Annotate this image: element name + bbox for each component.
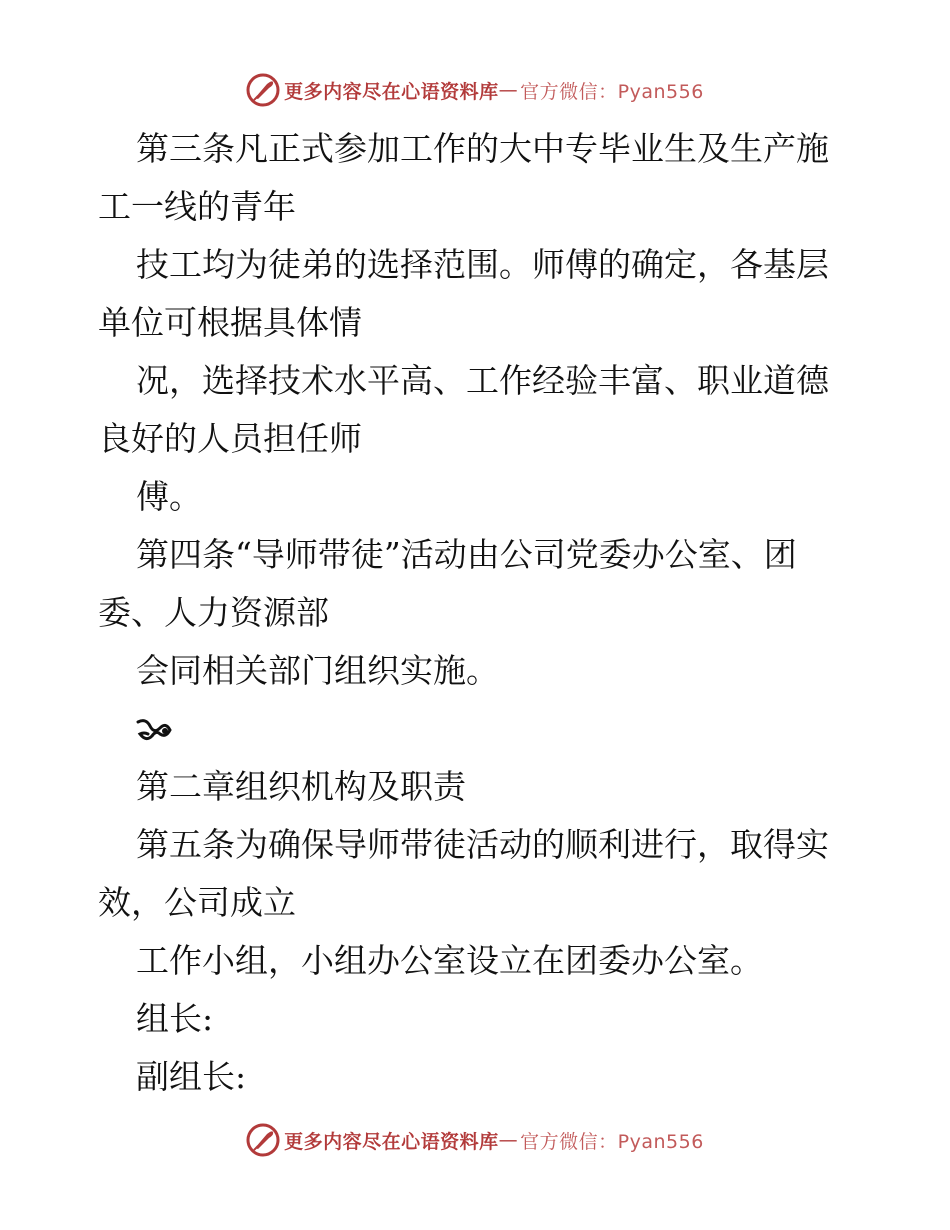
paragraph-line: 委、人力资源部: [98, 593, 329, 632]
paragraph-line: 傅。: [136, 477, 202, 516]
watermark-brand: 更多内容尽在心语资料库: [284, 1130, 499, 1153]
leader-label: 组长:: [136, 999, 214, 1038]
paragraph-line: 第三条凡正式参加工作的大中专毕业生及生产施: [136, 129, 829, 168]
watermark-wechat: 官方微信：Pyan556: [520, 1130, 704, 1153]
paragraph-line: 会同相关部门组织实施。: [136, 651, 499, 690]
paragraph-line: 技工均为徒弟的选择范围。师傅的确定，各基层: [136, 245, 829, 284]
document-body: [98, 120, 858, 1106]
quill-logo-icon: [246, 73, 280, 107]
watermark-dash: —: [498, 1129, 519, 1151]
quill-logo-icon: [246, 1123, 280, 1157]
paragraph-line: 第四条“导师带徒”活动由公司党委办公室、团: [136, 535, 797, 574]
watermark-brand: 更多内容尽在心语资料库: [284, 80, 499, 103]
deputy-leader-label: 副组长:: [136, 1057, 247, 1096]
paragraph-line: 工一线的青年: [98, 187, 296, 226]
footer-watermark: [0, 1120, 950, 1160]
paragraph-line: 良好的人员担任师: [98, 419, 362, 458]
paragraph-line: 第五条为确保导师带徒活动的顺利进行，取得实: [136, 825, 829, 864]
paragraph-line: 况，选择技术水平高、工作经验丰富、职业道德: [136, 361, 829, 400]
watermark-dash: —: [498, 79, 519, 101]
ornament-divider: [98, 700, 858, 758]
chapter-heading: 第二章组织机构及职责: [136, 767, 466, 806]
header-watermark: [0, 70, 950, 110]
paragraph-line: 效，公司成立: [98, 883, 296, 922]
watermark-wechat: 官方微信：Pyan556: [520, 80, 704, 103]
flourish-ornament-icon: [136, 716, 172, 742]
paragraph-line: 工作小组，小组办公室设立在团委办公室。: [136, 941, 763, 980]
paragraph-line: 单位可根据具体情: [98, 303, 362, 342]
